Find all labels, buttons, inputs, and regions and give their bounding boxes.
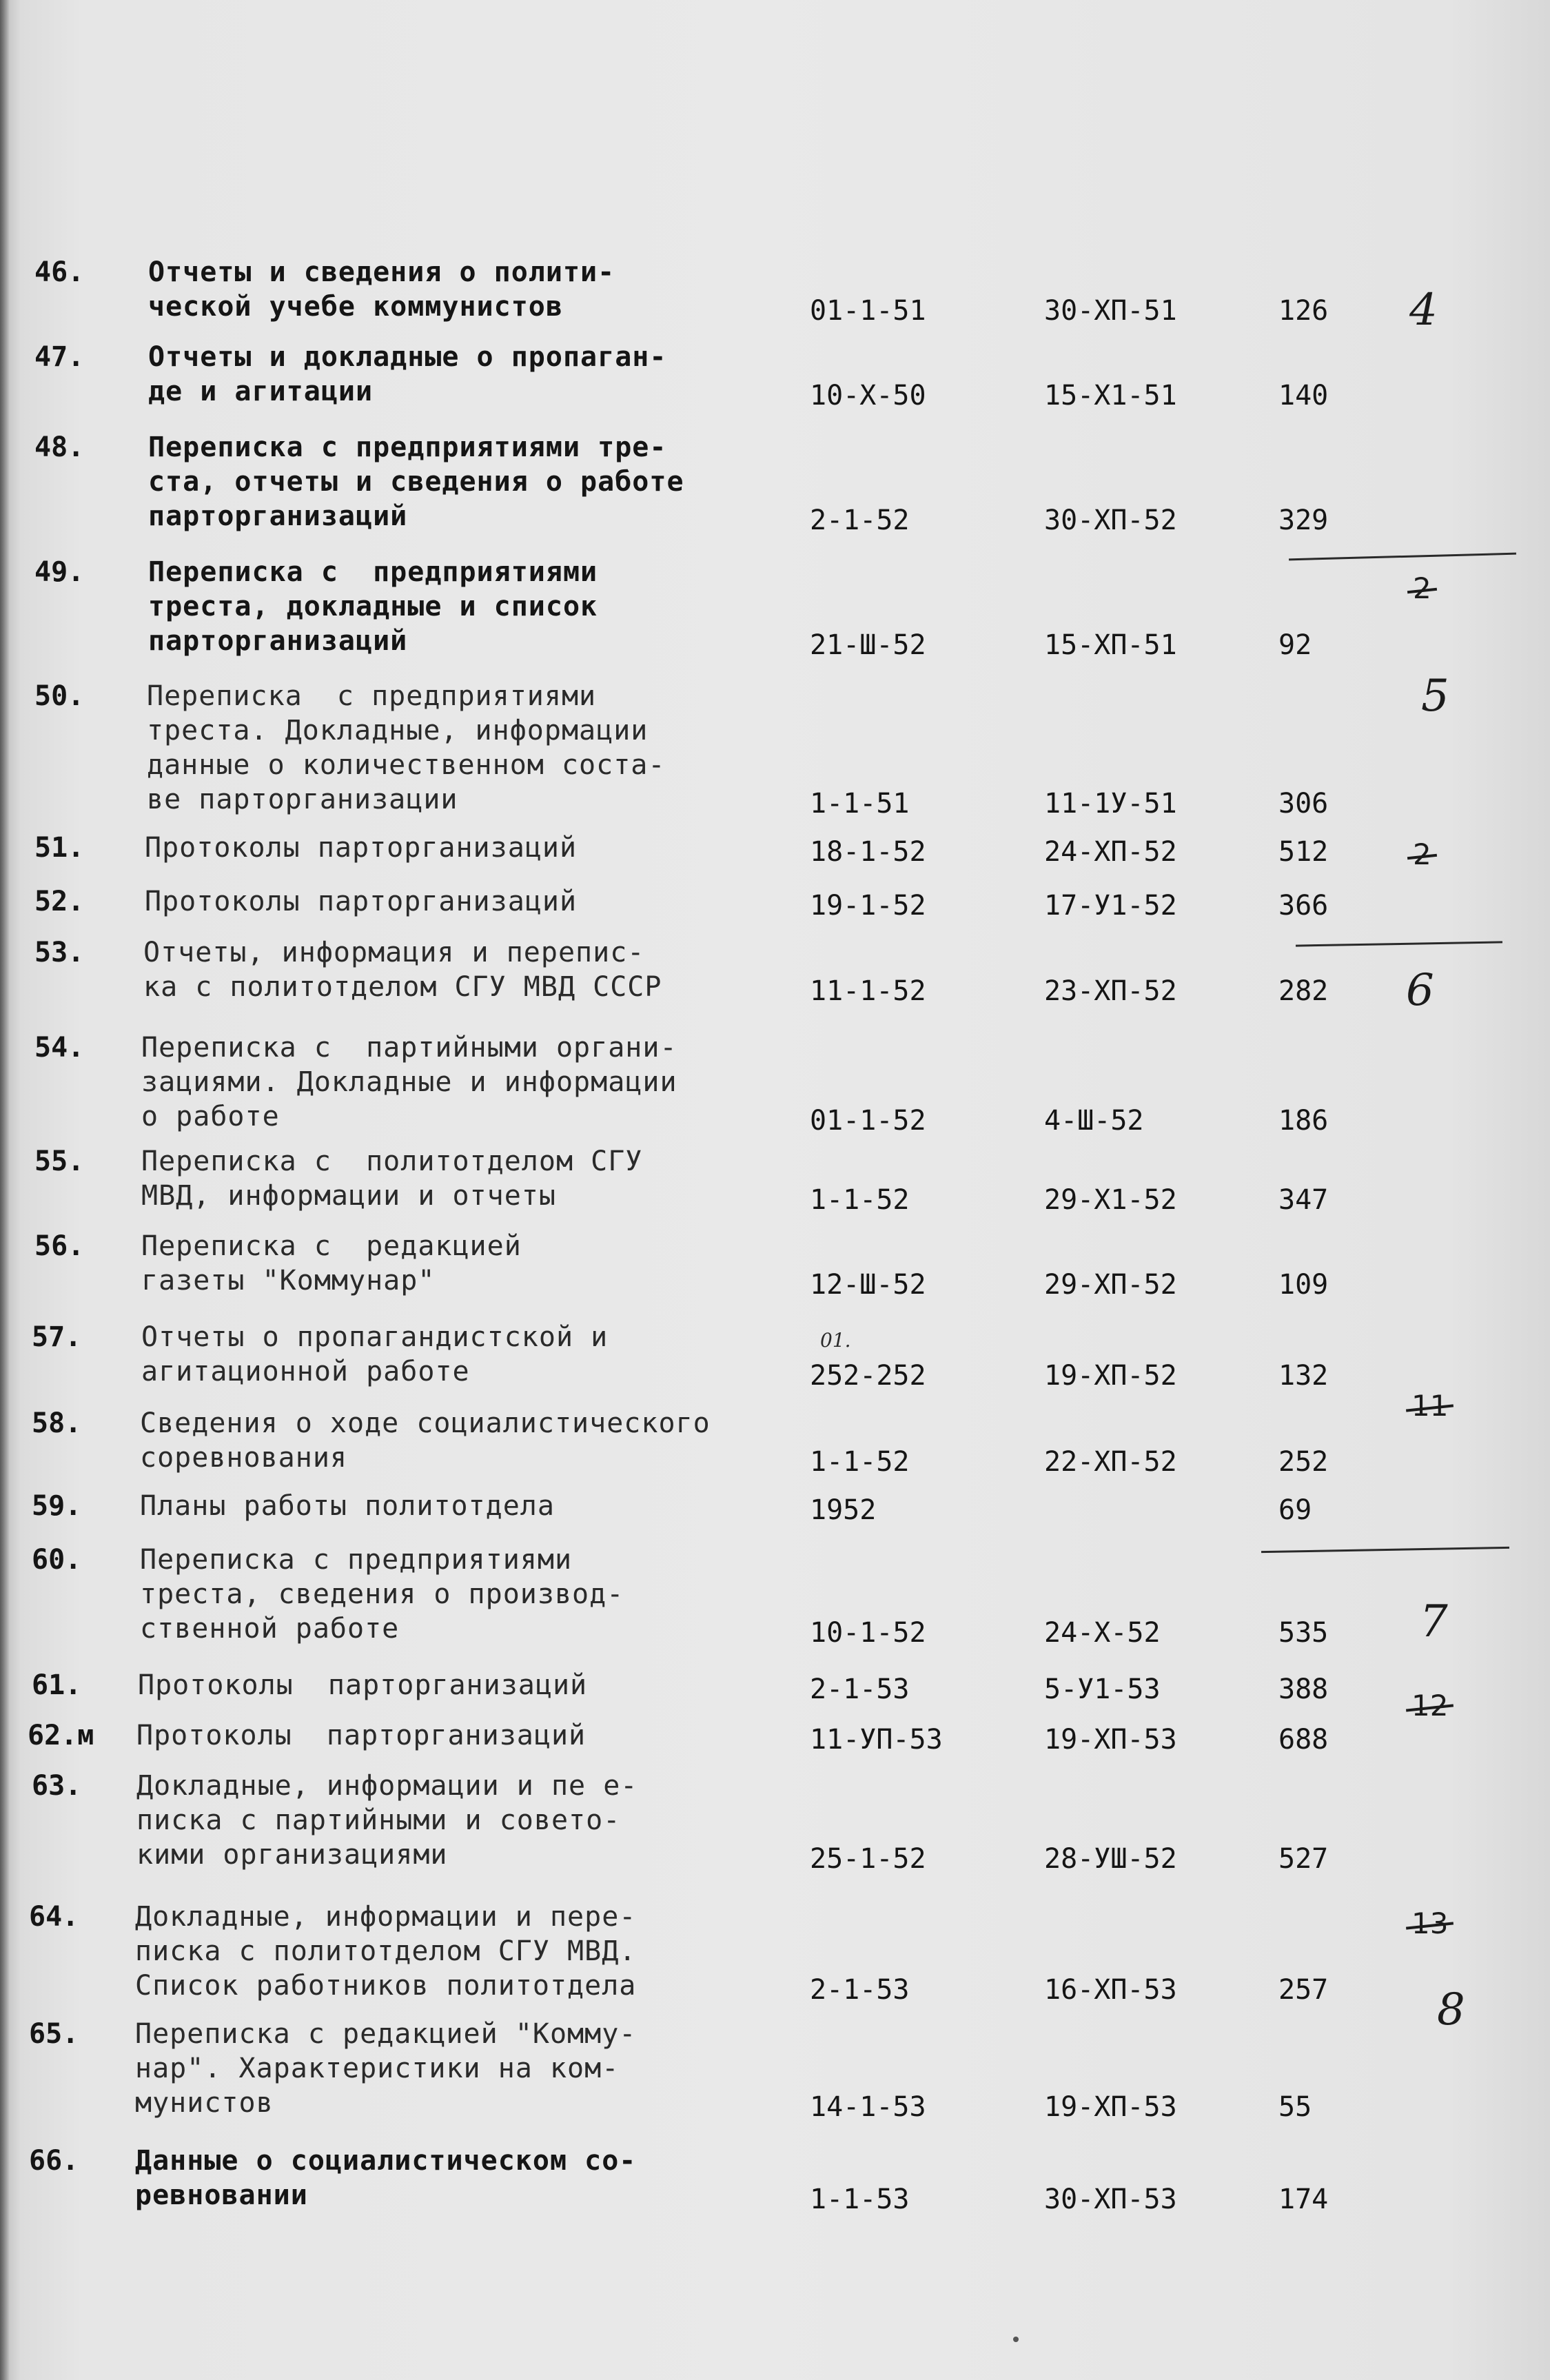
item-title-line: ревновании	[135, 2179, 308, 2211]
inventory-row	[0, 679, 1550, 820]
item-title-line: Переписка с предприятиями	[140, 1544, 573, 1576]
handwritten-box-number: 4	[1409, 285, 1438, 336]
item-title-line: де и агитации	[148, 376, 374, 407]
item-title-line: парторганизаций	[148, 625, 408, 657]
item-title-line: парторганизаций	[148, 500, 408, 532]
sheet-count: 252	[1278, 1446, 1329, 1478]
item-number: 48.	[34, 431, 85, 463]
crossed-out-box-number: 11	[1411, 1382, 1448, 1430]
sheet-count: 186	[1278, 1105, 1329, 1137]
item-number: 58.	[32, 1407, 82, 1439]
sheet-count: 55	[1278, 2091, 1312, 2123]
handwritten-box-number: 8	[1437, 1984, 1465, 2035]
sheet-count: 688	[1278, 1724, 1329, 1756]
end-date: 19-ХП-53	[1044, 1724, 1177, 1756]
start-date: 1-1-52	[810, 1446, 910, 1478]
item-title-line: Планы работы политотдела	[140, 1490, 555, 1522]
inventory-row	[0, 2017, 1550, 2134]
item-title-line: Сведения о ходе социалистического	[140, 1407, 711, 1439]
item-number: 47.	[34, 341, 85, 373]
inventory-row	[0, 1543, 1550, 1660]
item-number: 53.	[34, 937, 85, 968]
item-number: 61.	[32, 1669, 82, 1701]
item-title-line: зациями. Докладные и информации	[141, 1066, 677, 1098]
handwritten-box-number: 7	[1420, 1596, 1448, 1647]
handwritten-box-number: 6	[1406, 965, 1434, 1016]
start-date: 12-Ш-52	[810, 1269, 926, 1301]
end-date: 4-Ш-52	[1044, 1105, 1144, 1137]
start-date: 2-1-53	[810, 1974, 910, 2006]
start-date: 2-1-53	[810, 1674, 910, 1705]
start-date: 25-1-52	[810, 1843, 926, 1875]
item-title-line: Переписка с партийными органи-	[141, 1032, 677, 1064]
end-date: 22-ХП-52	[1044, 1446, 1177, 1478]
item-title-line: Переписка с предприятиями	[148, 556, 598, 588]
inventory-row	[0, 1030, 1550, 1148]
item-title-line: треста, докладные и список	[148, 591, 598, 622]
item-number: 62.м	[28, 1720, 94, 1751]
item-number: 65.	[29, 2018, 79, 2050]
item-number: 63.	[32, 1770, 82, 1802]
sheet-count: 347	[1278, 1184, 1329, 1216]
item-title-line: Протоколы парторганизаций	[145, 832, 578, 864]
item-number: 50.	[34, 680, 85, 712]
sheet-count: 257	[1278, 1974, 1329, 2006]
item-number: 57.	[32, 1321, 82, 1353]
item-title-line: Переписка с политотделом СГУ	[141, 1146, 643, 1177]
end-date: 29-Х1-52	[1044, 1184, 1177, 1216]
sheet-count: 282	[1278, 975, 1329, 1007]
sheet-count: 535	[1278, 1617, 1329, 1649]
item-number: 66.	[29, 2145, 79, 2177]
start-date: 1-1-52	[810, 1184, 910, 1216]
item-title-line: о работе	[141, 1101, 280, 1132]
start-date: 11-УП-53	[810, 1724, 943, 1756]
item-number: 56.	[34, 1230, 85, 1262]
sheet-count: 329	[1278, 505, 1329, 536]
item-number: 46.	[34, 256, 85, 288]
end-date: 30-ХП-52	[1044, 505, 1177, 536]
handwritten-box-number: 5	[1421, 671, 1449, 722]
end-date: 28-УШ-52	[1044, 1843, 1177, 1875]
item-title-line: ста, отчеты и сведения о работе	[148, 466, 684, 498]
start-date: 18-1-52	[810, 836, 926, 868]
item-number: 59.	[32, 1490, 82, 1522]
handwritten-correction: 01.	[820, 1329, 851, 1352]
item-number: 60.	[32, 1544, 82, 1576]
sheet-count: 512	[1278, 836, 1329, 868]
crossed-out-box-number: 2	[1413, 565, 1431, 613]
crossed-out-box-number: 2	[1413, 831, 1431, 879]
start-date: 10-Х-50	[810, 380, 926, 411]
end-date: 15-ХП-51	[1044, 629, 1177, 661]
end-date: 19-ХП-53	[1044, 2091, 1177, 2123]
sheet-count: 527	[1278, 1843, 1329, 1875]
item-title-line: Докладные, информации и пе е-	[136, 1770, 638, 1802]
start-date: 01-1-51	[810, 295, 926, 327]
item-title-line: ве парторганизации	[147, 784, 458, 815]
item-title-line: МВД, информации и отчеты	[141, 1180, 556, 1212]
item-title-line: Протоколы парторганизаций	[138, 1669, 588, 1701]
start-date: 1952	[810, 1494, 877, 1526]
start-date: 1-1-53	[810, 2184, 910, 2215]
sheet-count: 174	[1278, 2184, 1329, 2215]
item-title-line: писка с партийными и совето-	[136, 1804, 621, 1836]
item-title-line: Переписка с предприятиями тре-	[148, 431, 667, 463]
item-number: 55.	[34, 1146, 85, 1177]
end-date: 17-У1-52	[1044, 890, 1177, 922]
item-title-line: мунистов	[135, 2087, 274, 2119]
item-number: 64.	[29, 1901, 79, 1933]
start-date: 10-1-52	[810, 1617, 926, 1649]
item-title-line: газеты "Коммунар"	[141, 1265, 436, 1296]
start-date: 11-1-52	[810, 975, 926, 1007]
item-title-line: Протоколы парторганизаций	[136, 1720, 587, 1751]
item-title-line: писка с политотделом СГУ МВД.	[135, 1935, 637, 1967]
start-date: 01-1-52	[810, 1105, 926, 1137]
sheet-count: 69	[1278, 1494, 1312, 1526]
sheet-count: 140	[1278, 380, 1329, 411]
item-title-line: Протоколы парторганизаций	[145, 886, 578, 917]
start-date: 14-1-53	[810, 2091, 926, 2123]
sheet-count: 388	[1278, 1674, 1329, 1705]
end-date: 23-ХП-52	[1044, 975, 1177, 1007]
page-speck	[1013, 2337, 1019, 2342]
sheet-count: 306	[1278, 788, 1329, 820]
item-title-line: ческой учебе коммунистов	[148, 291, 563, 323]
item-title-line: кими организациями	[136, 1839, 448, 1871]
item-number: 54.	[34, 1032, 85, 1064]
item-number: 49.	[34, 556, 85, 588]
crossed-out-box-number: 13	[1411, 1900, 1448, 1948]
item-title-line: Отчеты и докладные о пропаган-	[148, 341, 667, 373]
end-date: 15-Х1-51	[1044, 380, 1177, 411]
crossed-out-box-number: 12	[1411, 1682, 1448, 1730]
item-title-line: ка с политотделом СГУ МВД СССР	[143, 971, 662, 1003]
item-title-line: треста. Докладные, информации	[147, 715, 649, 746]
item-title-line: Список работников политотдела	[135, 1970, 637, 2002]
sheet-count: 132	[1278, 1360, 1329, 1392]
item-title-line: Отчеты о пропагандистской и	[141, 1321, 609, 1353]
item-title-line: соревнования	[140, 1442, 347, 1474]
item-title-line: треста, сведения о производ-	[140, 1578, 624, 1610]
sheet-count: 109	[1278, 1269, 1329, 1301]
start-date: 21-Ш-52	[810, 629, 926, 661]
item-title-line: Отчеты и сведения о полити-	[148, 256, 615, 288]
end-date: 5-У1-53	[1044, 1674, 1161, 1705]
item-title-line: Докладные, информации и пере-	[135, 1901, 637, 1933]
start-date: 252-252	[810, 1360, 926, 1392]
item-title-line: Отчеты, информация и перепис-	[143, 937, 645, 968]
start-date: 19-1-52	[810, 890, 926, 922]
item-number: 52.	[34, 886, 85, 917]
item-title-line: Переписка с предприятиями	[147, 680, 597, 712]
end-date: 11-1У-51	[1044, 788, 1177, 820]
item-title-line: Данные о социалистическом со-	[135, 2145, 637, 2177]
item-number: 51.	[34, 832, 85, 864]
inventory-row	[0, 2144, 1550, 2261]
item-title-line: Переписка с редакцией	[141, 1230, 522, 1262]
item-title-line: нар". Характеристики на ком-	[135, 2053, 620, 2084]
end-date: 30-ХП-53	[1044, 2184, 1177, 2215]
sheet-count: 126	[1278, 295, 1329, 327]
end-date: 16-ХП-53	[1044, 1974, 1177, 2006]
item-title-line: ственной работе	[140, 1613, 400, 1645]
item-title-line: Переписка с редакцией "Комму-	[135, 2018, 637, 2050]
item-title-line: агитационной работе	[141, 1356, 470, 1387]
end-date: 29-ХП-52	[1044, 1269, 1177, 1301]
end-date: 19-ХП-52	[1044, 1360, 1177, 1392]
end-date: 30-ХП-51	[1044, 295, 1177, 327]
end-date: 24-ХП-52	[1044, 836, 1177, 868]
start-date: 1-1-51	[810, 788, 910, 820]
sheet-count: 92	[1278, 629, 1312, 661]
sheet-count: 366	[1278, 890, 1329, 922]
end-date: 24-Х-52	[1044, 1617, 1161, 1649]
start-date: 2-1-52	[810, 505, 910, 536]
item-title-line: данные о количественном соста-	[147, 749, 666, 781]
